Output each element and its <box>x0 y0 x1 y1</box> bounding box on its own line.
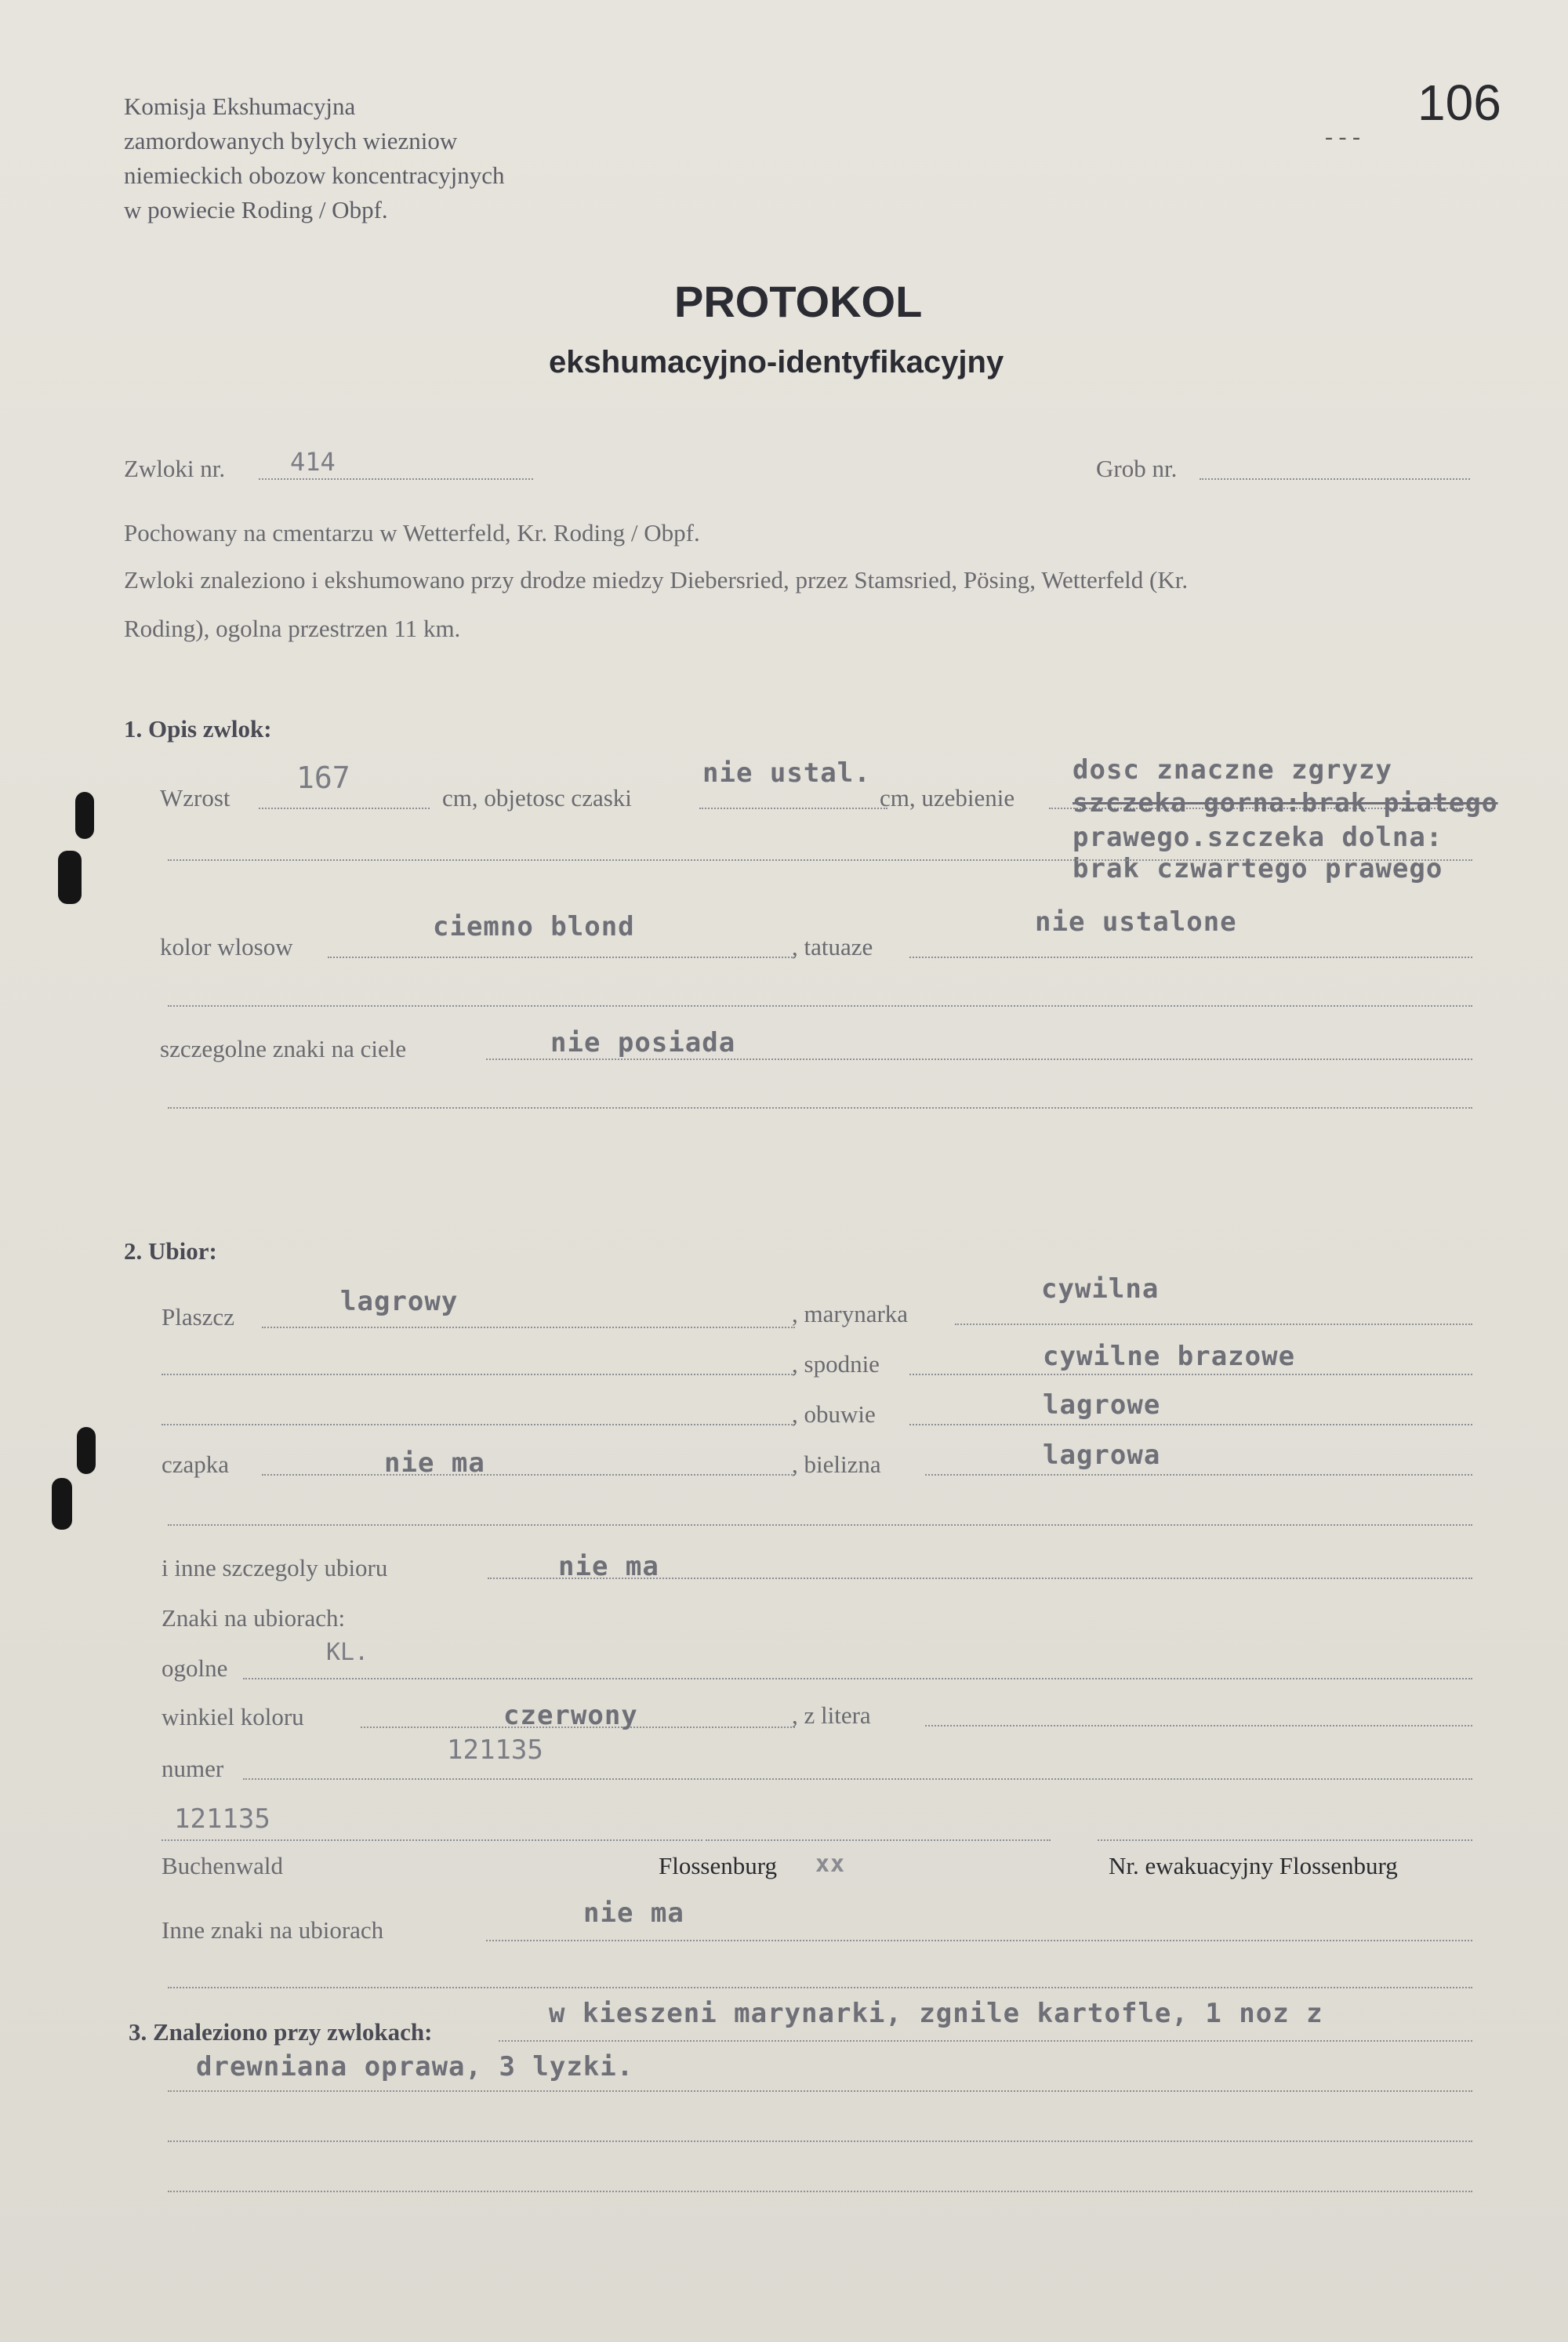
spodnie-label: , spodnie <box>792 1350 880 1378</box>
section1-heading: 1. Opis zwlok: <box>124 715 272 743</box>
obuwie-dotted-line <box>909 1424 1472 1425</box>
punch-hole-bottom-upper <box>77 1427 96 1474</box>
uzebienie-value-line2: szczeka gorna:brak piatego <box>1073 787 1498 818</box>
wzrost-value: 167 <box>296 761 350 795</box>
section3-value-line1: w kieszeni marynarki, zgnile kartofle, 1 noz z <box>549 1998 1323 2029</box>
pochowany-text: Pochowany na cmentarzu w Wetterfeld, Kr. Roding / Obpf. <box>124 519 700 546</box>
numer-label: numer <box>162 1755 224 1782</box>
flossenburg-marks: xx <box>815 1850 846 1878</box>
nr-dotted-line <box>1098 1839 1472 1841</box>
section3-dotted-line-2 <box>168 2090 1472 2092</box>
section3-heading: 3. Znaleziono przy zwlokach: <box>129 2018 433 2046</box>
bielizna-dotted-line <box>925 1474 1472 1476</box>
litera-label: , z litera <box>792 1701 871 1729</box>
page-subtitle: ekshumacyjno-identyfikacyjny <box>549 345 1004 379</box>
spodnie-value: cywilne brazowe <box>1043 1341 1296 1372</box>
ubior-extra-line-1 <box>162 1374 795 1375</box>
inne-znaki-label: Inne znaki na ubiorach <box>162 1916 384 1944</box>
punch-hole-top-upper <box>75 792 94 839</box>
wzrost-dotted-line <box>259 808 430 809</box>
punch-hole-top-lower <box>58 851 82 904</box>
numer-dotted-line <box>243 1778 1472 1780</box>
buchenwald-dotted-line <box>162 1839 702 1841</box>
wzrost-label: Wzrost <box>160 784 230 812</box>
znaki-cialo-label: szczegolne znaki na ciele <box>160 1035 407 1062</box>
opis-extra-line <box>168 859 1472 861</box>
section3-dotted-line-4 <box>168 2191 1472 2192</box>
kolor-extra-line <box>168 1005 1472 1007</box>
znaki-extra-line <box>168 1107 1472 1109</box>
zwloki-dotted-line <box>259 478 533 480</box>
ogolne-dotted-line <box>243 1678 1472 1679</box>
ubior-extra-line-3 <box>168 1524 1472 1526</box>
znaki-ubiorach-label: Znaki na ubiorach: <box>162 1604 346 1632</box>
section3-dotted-line-3 <box>168 2140 1472 2142</box>
marynarka-value: cywilna <box>1041 1273 1160 1305</box>
kolor-dotted-line <box>328 957 795 958</box>
tatuaze-label: , tatuaze <box>792 933 873 960</box>
flossenburg-label: Flossenburg <box>659 1852 778 1879</box>
buchenwald-label: Buchenwald <box>162 1852 283 1879</box>
kolor-label: kolor wlosow <box>160 933 293 960</box>
uzebienie-value-line3: prawego.szczeka dolna: <box>1073 822 1443 853</box>
uzebienie-label: cm, uzebienie <box>880 784 1015 812</box>
ubior-extra-line-2 <box>162 1424 795 1425</box>
ubior-extra-line-4 <box>168 1987 1472 1988</box>
znaleziono-text-line1: Zwloki znaleziono i ekshumowano przy drodze miedzy Diebersried, przez Stamsried, Pösing, Wetterfeld (Kr. <box>124 566 1189 594</box>
flossenburg-dotted-line <box>706 1839 1051 1841</box>
czapka-value: nie ma <box>384 1447 485 1479</box>
czaszka-label: cm, objetosc czaski <box>442 784 632 812</box>
org-line-4: w powiecie Roding / Obpf. <box>124 196 388 223</box>
inne-znaki-dotted-line <box>486 1940 1472 1941</box>
spodnie-dotted-line <box>909 1374 1472 1375</box>
bielizna-label: , bielizna <box>792 1451 881 1478</box>
org-line-1: Komisja Ekshumacyjna <box>124 93 356 120</box>
grob-label: Grob nr. <box>1096 455 1178 482</box>
znaki-cialo-dotted-line <box>486 1058 1472 1060</box>
uzebienie-value-line1: dosc znaczne zgryzy <box>1073 754 1392 786</box>
litera-dotted-line <box>925 1725 1472 1727</box>
section3-dotted-line-1 <box>499 2040 1472 2042</box>
uzebienie-value-line4: brak czwartego prawego <box>1073 853 1443 884</box>
czapka-label: czapka <box>162 1451 230 1478</box>
zwloki-label: Zwloki nr. <box>124 455 226 482</box>
inne-szczegoly-label: i inne szczegoly ubioru <box>162 1554 388 1581</box>
inne-szczegoly-value: nie ma <box>558 1551 659 1582</box>
marynarka-label: , marynarka <box>792 1300 909 1327</box>
bielizna-value: lagrowa <box>1043 1440 1161 1471</box>
obuwie-label: , obuwie <box>792 1400 876 1428</box>
winkiel-label: winkiel koloru <box>162 1703 304 1730</box>
znaleziono-text-line2: Roding), ogolna przestrzen 11 km. <box>124 615 461 642</box>
ogolne-value: KL. <box>326 1639 369 1666</box>
tatuaze-value: nie ustalone <box>1035 906 1237 938</box>
plaszcz-value: lagrowy <box>340 1286 459 1317</box>
numer-value: 121135 <box>447 1734 543 1766</box>
znaki-cialo-value: nie posiada <box>550 1027 736 1058</box>
obuwie-value: lagrowe <box>1043 1389 1161 1421</box>
grob-dotted-line <box>1200 478 1470 480</box>
czaszka-value: nie ustal. <box>702 757 871 789</box>
czaszka-dotted-line <box>699 808 887 809</box>
punch-hole-bottom-lower <box>52 1478 72 1530</box>
header-marks: - - - <box>1325 124 1360 150</box>
page-title: PROTOKOL <box>674 277 923 326</box>
inne-znaki-value: nie ma <box>583 1897 684 1929</box>
ogolne-label: ogolne <box>162 1654 228 1682</box>
section2-heading: 2. Ubior: <box>124 1237 217 1265</box>
zwloki-value: 414 <box>290 447 336 477</box>
plaszcz-dotted-line <box>262 1327 795 1328</box>
org-line-3: niemieckich obozow koncentracyjnych <box>124 162 505 189</box>
section3-value-line2: drewniana oprawa, 3 lyzki. <box>196 2051 634 2082</box>
organization-header <box>124 89 504 227</box>
tatuaze-dotted-line <box>909 957 1472 958</box>
buchenwald-number: 121135 <box>174 1803 270 1835</box>
nr-ewakuacyjny-label: Nr. ewakuacyjny Flossenburg <box>1109 1852 1398 1879</box>
plaszcz-label: Plaszcz <box>162 1303 234 1331</box>
org-line-2: zamordowanych bylych wiezniow <box>124 127 458 154</box>
kolor-value: ciemno blond <box>433 911 635 942</box>
czapka-dotted-line <box>262 1474 795 1476</box>
marynarka-dotted-line <box>955 1324 1472 1325</box>
winkiel-value: czerwony <box>503 1700 638 1731</box>
page-number: 106 <box>1417 74 1501 131</box>
